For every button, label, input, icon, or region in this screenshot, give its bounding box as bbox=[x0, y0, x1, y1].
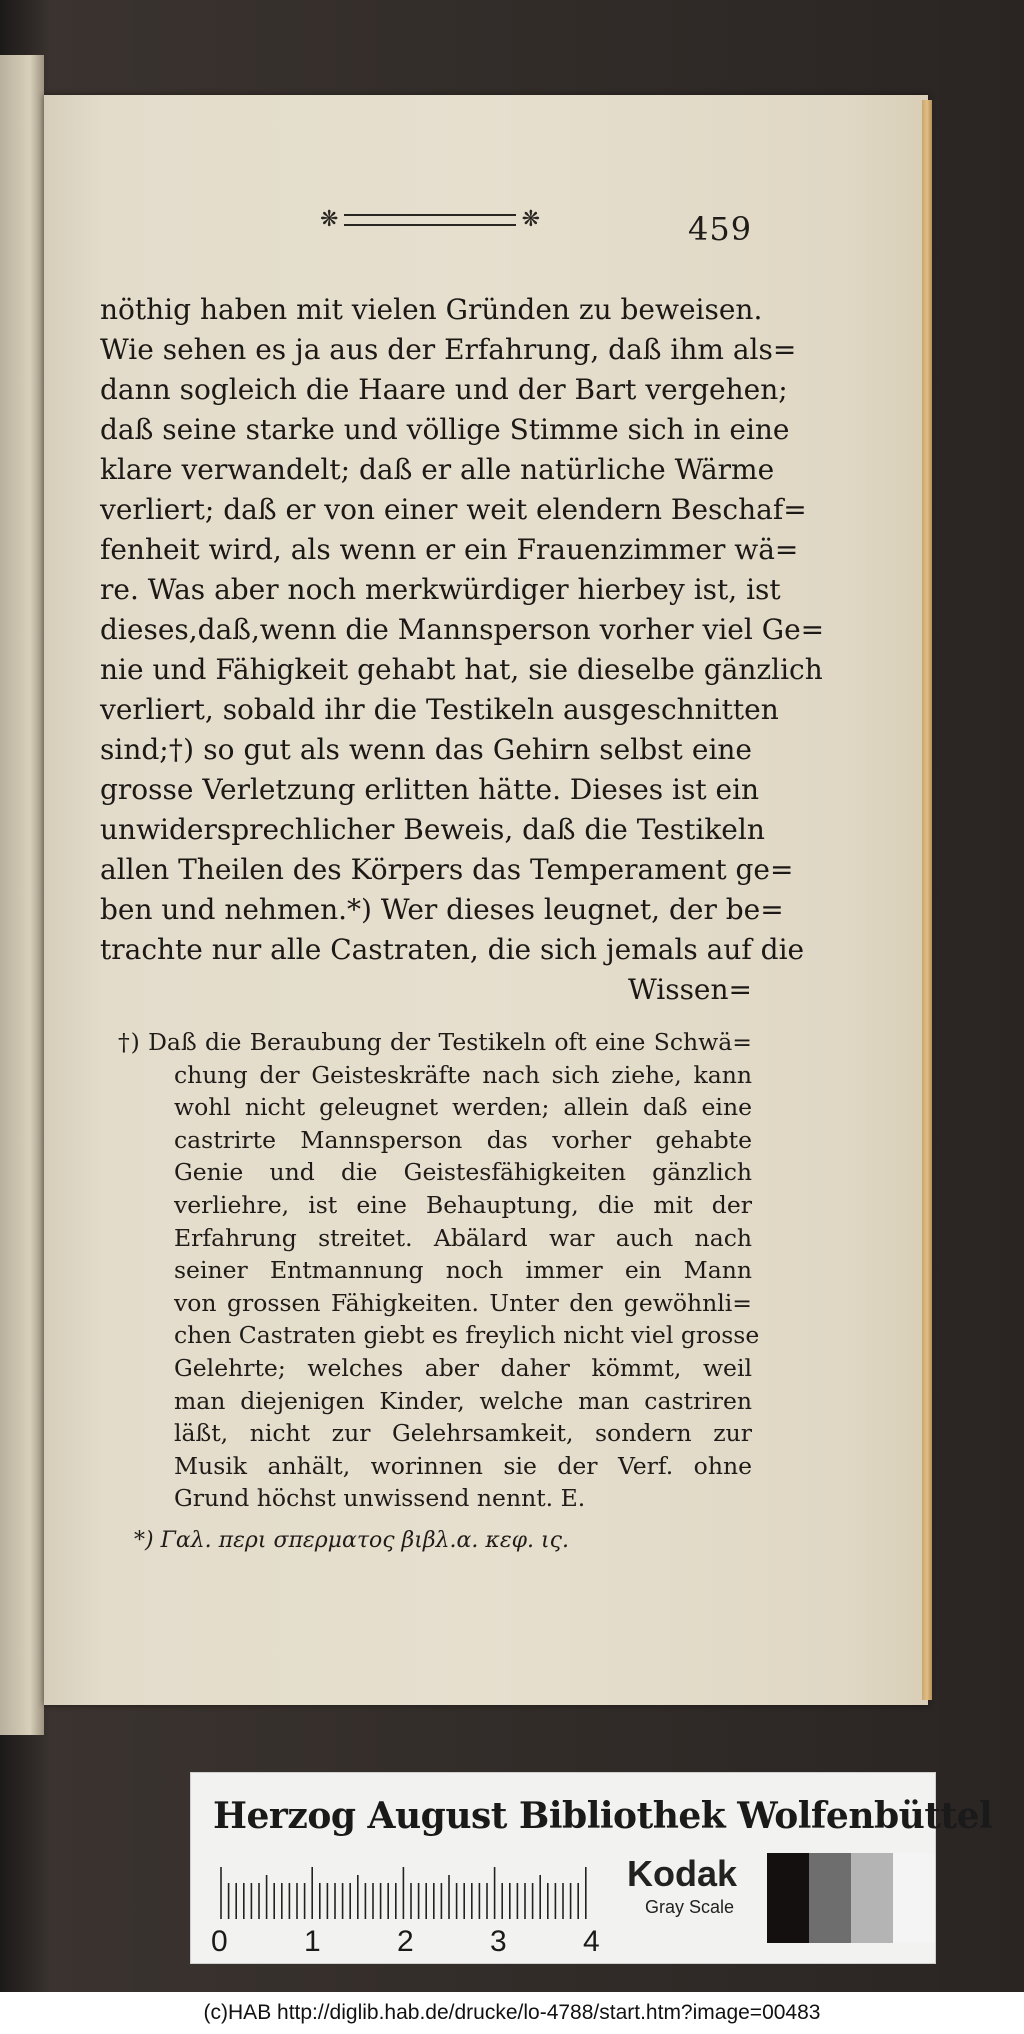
ruler-number: 3 bbox=[490, 1925, 507, 1958]
text-line: Wissen= bbox=[627, 973, 752, 1006]
footnote-line: †) Daß die Beraubung der Testikeln oft eine Schwä= bbox=[118, 1028, 752, 1056]
footnote-line: chung der Geisteskräfte nach sich ziehe, kann bbox=[174, 1060, 752, 1089]
footer-credit: (c)HAB http://diglib.hab.de/drucke/lo-4788/start.htm?image=00483 bbox=[0, 1992, 1024, 2034]
ornament-star-icon: ❋ bbox=[320, 207, 339, 232]
text-line: re. Was aber noch merkwürdiger hierbey ist, ist bbox=[100, 573, 781, 606]
footnote-line: chen Castraten giebt es freylich nicht viel grosse bbox=[174, 1321, 760, 1350]
facing-page-edge bbox=[0, 55, 44, 1735]
text-line: trachte nur alle Castraten, die sich jemals auf die bbox=[100, 933, 805, 966]
text-line: fenheit wird, als wenn er ein Frauenzimmer wä= bbox=[100, 533, 799, 566]
gray-patch bbox=[809, 1853, 851, 1943]
kodak-logo: Kodak bbox=[627, 1853, 738, 1894]
ornament-star-icon: ❋ bbox=[521, 207, 540, 232]
text-line: verliert, sobald ihr die Testikeln ausgeschnitten bbox=[100, 693, 779, 726]
footnote-line: Musik anhält, worinnen sie der Verf. ohne bbox=[174, 1451, 752, 1480]
text-line: nöthig haben mit vielen Gründen zu beweisen. bbox=[100, 293, 763, 326]
gray-scale-label: Gray Scale bbox=[645, 1897, 735, 1917]
text-line: ben und nehmen.*) Wer dieses leugnet, der be= bbox=[100, 893, 784, 926]
text-line: klare verwandelt; daß er alle natürliche Wärme bbox=[100, 453, 775, 486]
text-line: unwidersprechlicher Beweis, daß die Testikeln bbox=[100, 813, 765, 846]
gray-patch bbox=[893, 1853, 935, 1943]
text-line: dieses,daß,wenn die Mannsperson vorher viel Ge= bbox=[100, 613, 825, 646]
footnote-line: läßt, nicht zur Gelehrsamkeit, sondern zur bbox=[174, 1419, 752, 1448]
text-line: allen Theilen des Körpers das Temperament ge= bbox=[100, 853, 794, 886]
text-line: grosse Verletzung erlitten hätte. Dieses ist ein bbox=[100, 773, 760, 806]
footnote-line: verliehre, ist eine Behauptung, die mit der bbox=[174, 1190, 752, 1219]
library-name: Herzog August Bibliothek Wolfenbüttel bbox=[213, 1795, 993, 1837]
header-ornament bbox=[320, 208, 540, 232]
text-line: Wie sehen es ja aus der Erfahrung, daß ihm als= bbox=[100, 333, 797, 366]
ruler-number: 0 bbox=[211, 1925, 228, 1958]
page-number: 459 bbox=[688, 210, 753, 248]
color-calibration-bar bbox=[190, 1772, 993, 1964]
text-line: dann sogleich die Haare und der Bart vergehen; bbox=[100, 373, 788, 406]
footnote-line: castrirte Mannsperson das vorher gehabte bbox=[174, 1125, 752, 1154]
ruler-number: 4 bbox=[583, 1925, 600, 1958]
ornament-rule bbox=[344, 214, 515, 226]
gray-patch bbox=[851, 1853, 893, 1943]
footnote-line: Gelehrte; welches aber daher kömmt, weil bbox=[174, 1353, 752, 1382]
text-line: nie und Fähigkeit gehabt hat, sie dieselbe gänzlich bbox=[100, 653, 823, 686]
greek-footnote: *) Γαλ. περι σπερματος βιβλ.α. κεφ. ις. bbox=[134, 1528, 569, 1553]
footnote-line: Erfahrung streitet. Abälard war auch nach bbox=[174, 1223, 752, 1252]
footnote-line: seiner Entmannung noch immer ein Mann bbox=[174, 1256, 752, 1285]
footnote-block bbox=[118, 1026, 760, 1515]
text-line: sind;†) so gut als wenn das Gehirn selbst eine bbox=[100, 733, 752, 766]
page-fore-edge bbox=[922, 100, 932, 1700]
footnote-line: Genie und die Geistesfähigkeiten gänzlich bbox=[174, 1158, 752, 1187]
text-line: daß seine starke und völlige Stimme sich in eine bbox=[100, 413, 790, 446]
gray-patch bbox=[767, 1853, 809, 1943]
footnote-line: von grossen Fähigkeiten. Unter den gewöhnli= bbox=[174, 1288, 752, 1317]
main-text-block bbox=[100, 290, 825, 1010]
footnote-line: wohl nicht geleugnet werden; allein daß eine bbox=[174, 1093, 752, 1122]
footnote-line: man diejenigen Kinder, welche man castriren bbox=[174, 1386, 752, 1415]
text-line: verliert; daß er von einer weit elendern Beschaf= bbox=[100, 493, 807, 526]
ruler-scale bbox=[217, 1865, 597, 1921]
footnote-line: Grund höchst unwissend nennt. E. bbox=[174, 1484, 586, 1513]
ruler-number: 2 bbox=[397, 1925, 414, 1958]
ruler-number: 1 bbox=[304, 1925, 321, 1958]
